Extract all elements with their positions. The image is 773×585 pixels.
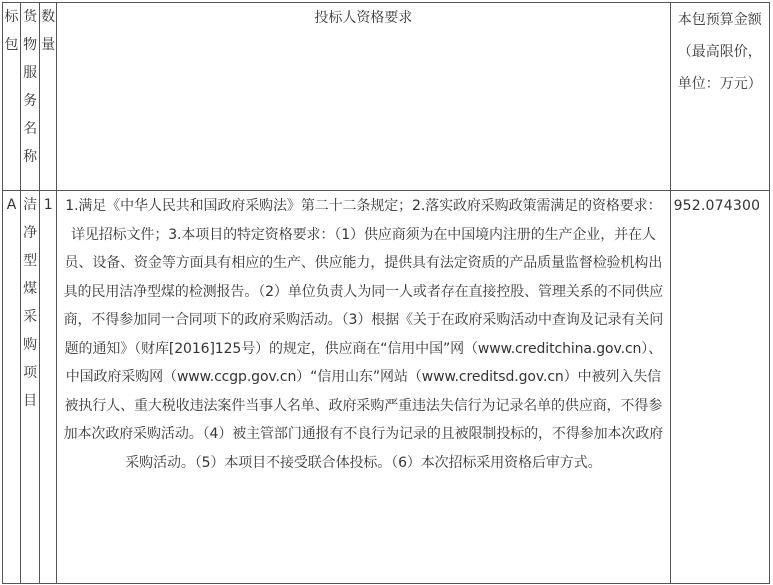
header-quantity: 数量	[40, 3, 57, 191]
header-package: 标包	[3, 3, 21, 191]
header-requirements: 投标人资格要求	[57, 3, 670, 191]
procurement-table	[2, 2, 770, 584]
header-row	[3, 3, 770, 191]
header-goods-name: 货物服务名称	[21, 3, 40, 191]
cell-package: A	[3, 191, 21, 584]
header-budget: 本包预算金额（最高限价，单位：万元）	[670, 3, 769, 191]
cell-goods-name: 洁净型煤采购项目	[21, 191, 40, 584]
cell-budget: 952.074300	[670, 191, 769, 584]
table-row	[3, 191, 770, 584]
cell-quantity: 1	[40, 191, 57, 584]
cell-requirements: 1.满足《中华人民共和国政府采购法》第二十二条规定；2.落实政府采购政策需满足的资格要求：详见招标文件；3.本项目的特定资格要求：（1）供应商须为在中国境内注册的生产企业，并在人员、设备、资金等方面具有相应的生产、供应能力，提供具有法定资质的产品质量监督检验机构出具的民用洁净型煤的检测报告。（2）单位负责人为同一人或者存在直接控股、管理关系的不同供应商，不得参加同一合同项下的政府采购活动。（3）根据《关于在政府采购活动中查询及记录有关问题的通知》（财库[2016]125号）的规定，供应商在“信用中国”网（www.creditchina.gov.cn）、中国政府采购网（www.ccgp.gov.cn）“信用山东”网站（www.creditsd.gov.cn）中被列入失信被执行人、重大税收违法案件当事人名单、政府采购严重违法失信行为记录名单的供应商，不得参加本次政府采购活动。（4）被主管部门通报有不良行为记录的且被限制投标的，不得参加本次政府采购活动。（5）本项目不接受联合体投标。（6）本次招标采用资格后审方式。	[57, 191, 670, 584]
